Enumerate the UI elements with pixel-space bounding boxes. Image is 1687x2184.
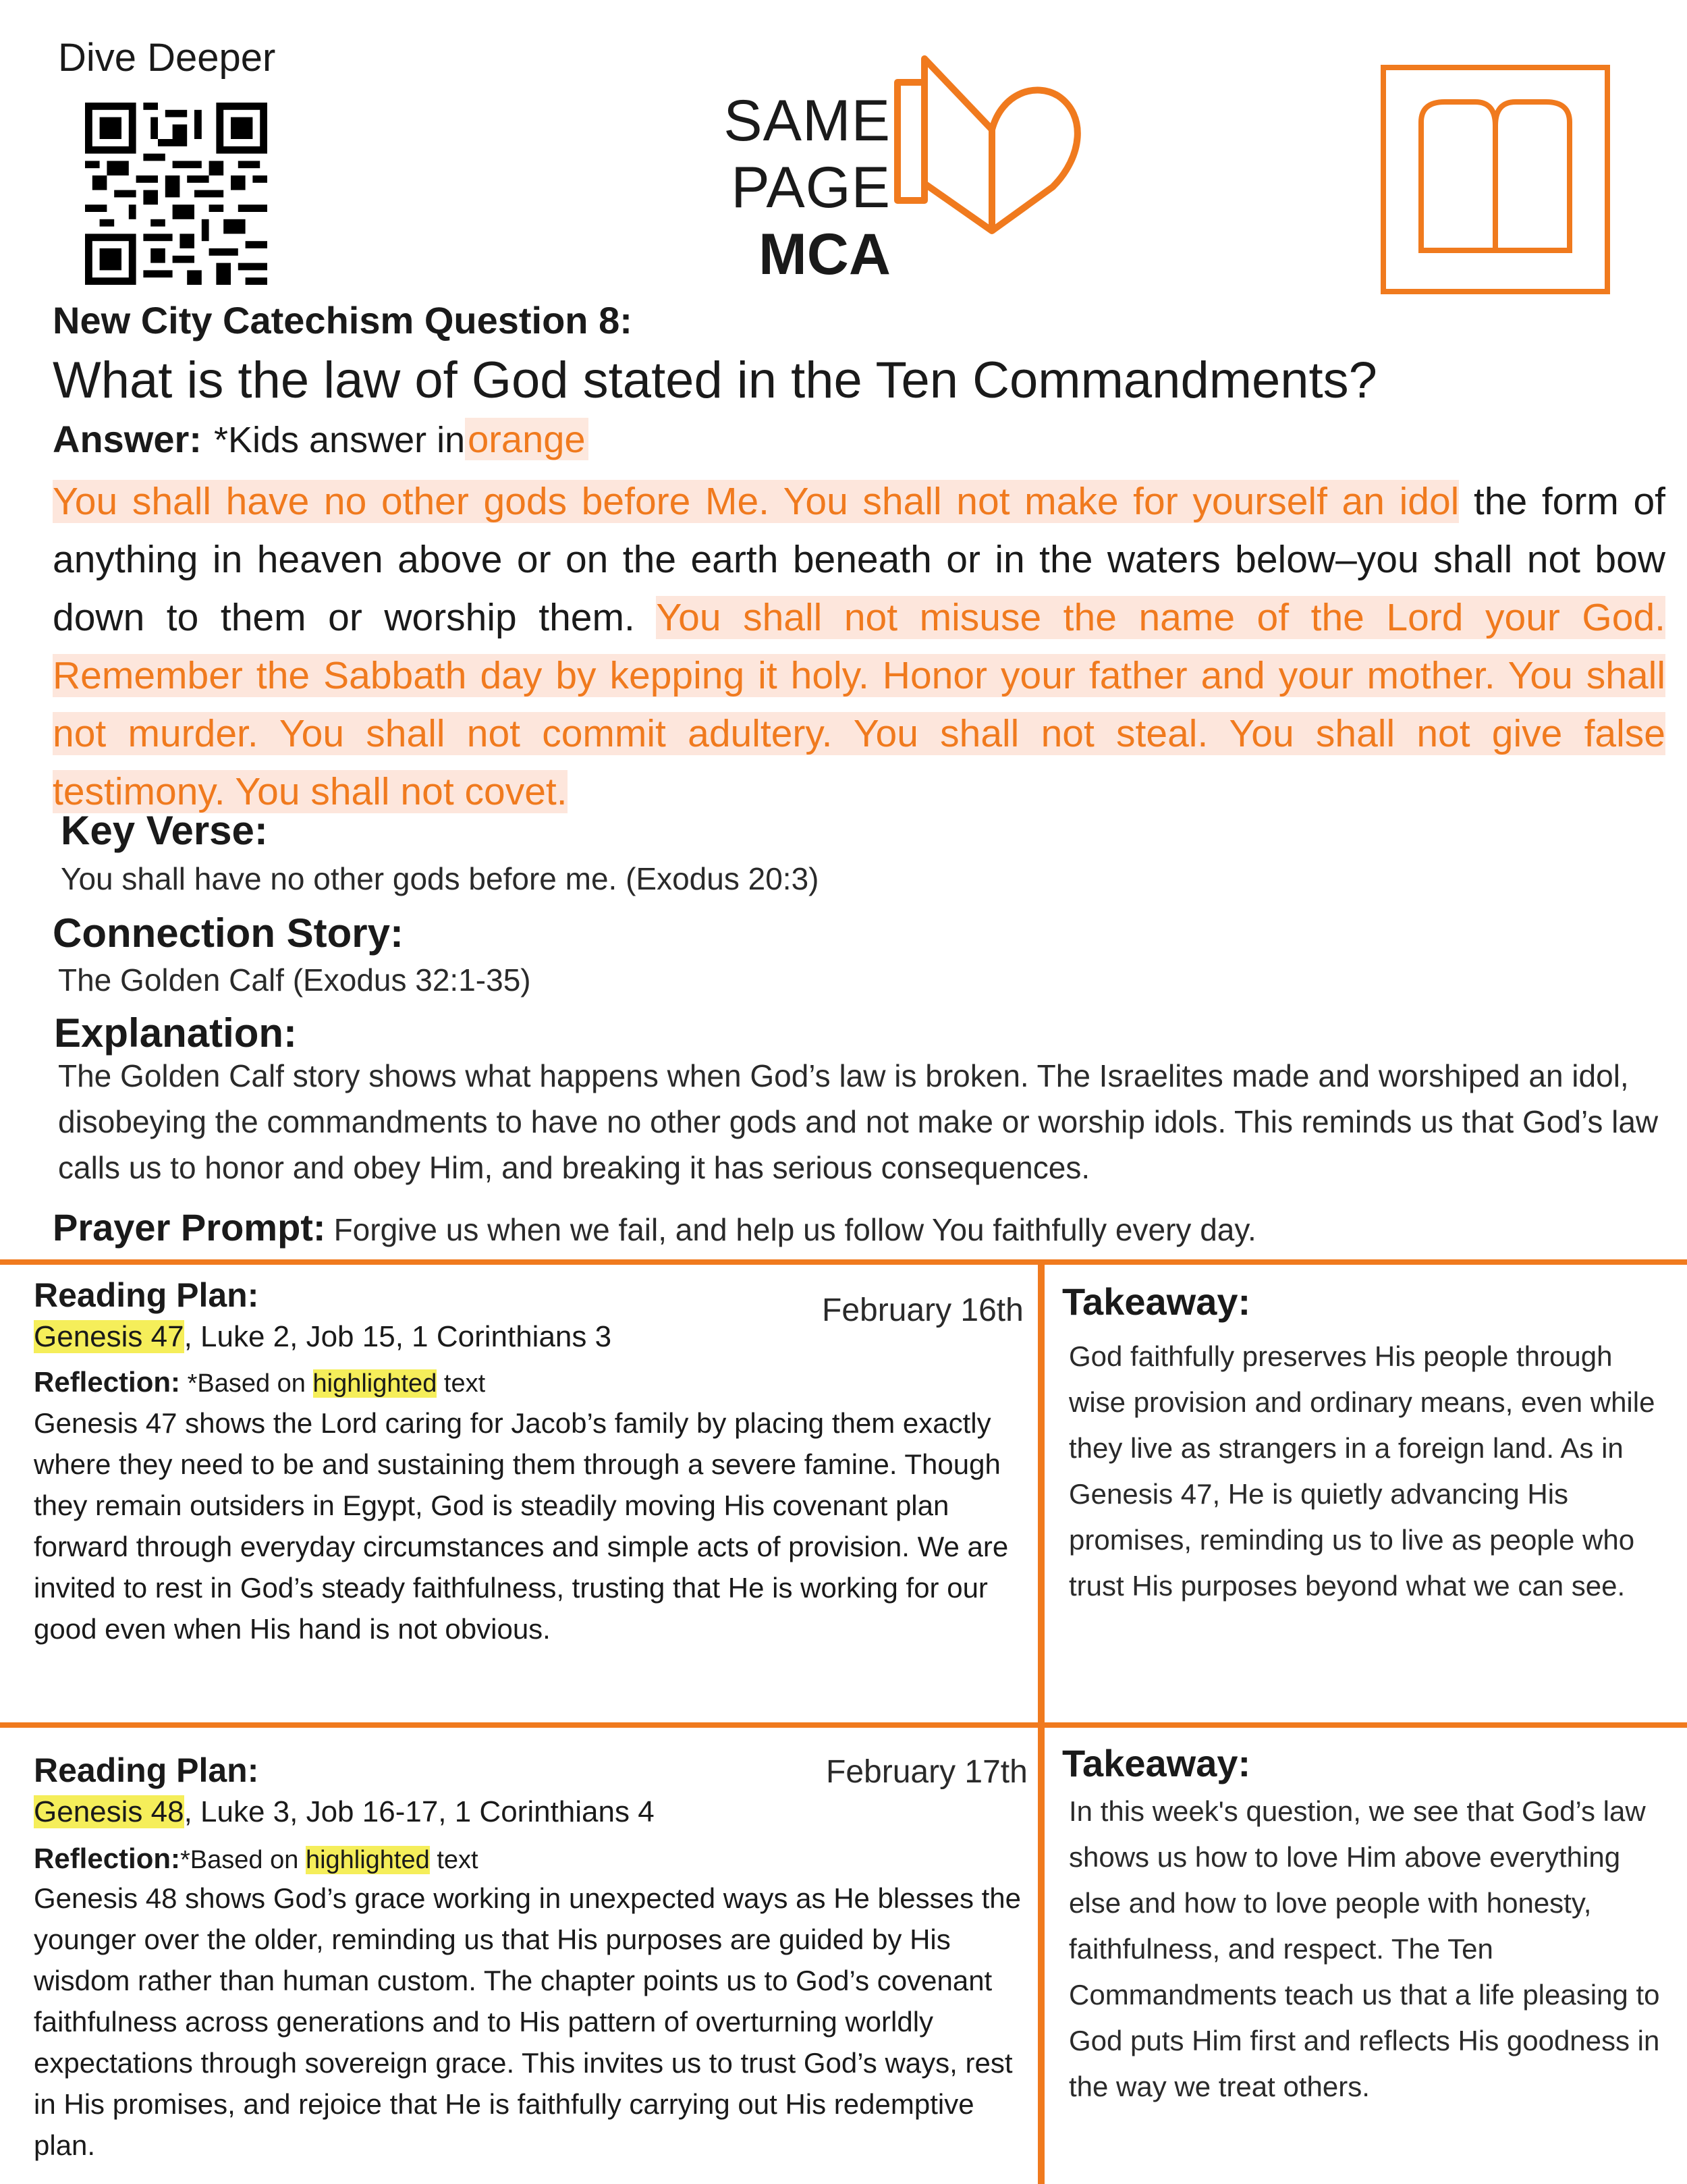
logo-line1: SAME PAGE — [723, 88, 891, 220]
answer-kids-segment-2: You shall not misuse the name of the Lord your God. Remember the Sabbath day by kepping it holy. Honor your father and your mother. You shall not murder. You shall not commit adultery. You shall not steal. You shall not give false testimony. You shall not covet. — [53, 596, 1665, 813]
question-text: What is the law of God stated in the Ten Commandments? — [53, 352, 1377, 409]
answer-text — [53, 472, 1665, 821]
divider-vertical — [1038, 1259, 1045, 2184]
takeaway-text: God faithfully preserves His people through wise provision and ordinary means, even while they live as strangers in a foreign land. As in Genesis 47, He is quietly advancing His promises, reminding us to live as people who trust His purposes beyond what we can see. — [1069, 1340, 1655, 1602]
qr-code[interactable] — [85, 103, 267, 285]
reflection-label: Reflection: — [34, 1842, 181, 1874]
reflection-note-end: text — [437, 1369, 486, 1398]
explanation-text: The Golden Calf story shows what happens when God’s law is broken. The Israelites made and worshiped an idol, disobeying the commandments to have no other gods and not make or worship idols. This reminds us that God’s law calls us to honor and obey Him, and breaking it has serious consequences. — [58, 1058, 1659, 1185]
answer-kids-segment-1: You shall have no other gods before Me. You shall not make for yourself an idol — [53, 480, 1460, 523]
key-verse-label: Key Verse: — [61, 808, 268, 853]
divider-middle — [0, 1722, 1687, 1728]
dive-deeper-label: Dive Deeper — [58, 36, 276, 80]
open-book-icon — [1381, 65, 1610, 294]
reflection-label: Reflection: — [34, 1366, 181, 1398]
reading-plan-label: Reading Plan: — [34, 1751, 259, 1789]
reading-plan-label: Reading Plan: — [34, 1276, 259, 1314]
prayer-prompt — [53, 1205, 1256, 1253]
takeaway-text: In this week's question, we see that God’s law shows us how to love Him above everything else and how to love people with honesty, faithfulness, and respect. The Ten Commandments teach us that a life pleasing to God puts Him first and reflects His goodness in the way we treat others. — [1069, 1795, 1660, 2102]
question-label: New City Catechism Question 8: — [53, 299, 632, 342]
connection-story-text: The Golden Calf (Exodus 32:1-35) — [58, 962, 531, 998]
divider-top — [0, 1259, 1687, 1265]
reflection-note-highlight: highlighted — [305, 1846, 430, 1874]
reading-plan-date: February 16th — [822, 1292, 1024, 1328]
logo-text — [594, 88, 891, 288]
reflection-text: Genesis 47 shows the Lord caring for Jacob’s family by placing them exactly where they need to be and sustaining them through a severe famine. Though they remain outsiders in Egypt, God is steadily moving His covenant plan forward through everyday circumstances and simple acts of provision. We are invited to rest in God’s steady faithfulness, trusting that He is working for our good even when His hand is not obvious. — [34, 1407, 1009, 1645]
prayer-text: Forgive us when we fail, and help us follow You faithfully every day. — [333, 1212, 1256, 1247]
other-references: , Luke 3, Job 16-17, 1 Corinthians 4 — [184, 1795, 655, 1828]
prayer-label: Prayer Prompt: — [53, 1206, 326, 1249]
answer-adult-segment: the form of anything in heaven above or on the earth beneath or in the waters below–you shall not bow down to them or worship them. — [53, 480, 1665, 639]
highlighted-reference: Genesis 48 — [34, 1795, 184, 1828]
answer-row — [53, 417, 588, 461]
key-verse-text: You shall have no other gods before me. (Exodus 20:3) — [61, 861, 819, 896]
answer-note: *Kids answer in — [213, 420, 466, 460]
reflection-heading — [34, 1842, 478, 1875]
explanation-label: Explanation: — [54, 1010, 298, 1056]
answer-note-color-word: orange — [465, 418, 588, 460]
takeaway-label: Takeaway: — [1062, 1742, 1251, 1784]
answer-label: Answer: — [53, 418, 202, 460]
reflection-note: *Based on — [187, 1369, 313, 1398]
book-heart-icon — [891, 55, 1093, 238]
logo-line2: MCA — [758, 221, 891, 287]
highlighted-reference: Genesis 47 — [34, 1320, 184, 1353]
reflection-note-end: text — [429, 1846, 478, 1874]
reading-plan-refs — [34, 1795, 655, 1829]
reading-plan-refs — [34, 1320, 611, 1354]
reflection-note: *Based on — [180, 1846, 306, 1874]
reading-plan-date: February 17th — [826, 1754, 1028, 1790]
other-references: , Luke 2, Job 15, 1 Corinthians 3 — [184, 1320, 612, 1353]
reflection-text: Genesis 48 shows God’s grace working in unexpected ways as He blesses the younger over the older, reminding us that His purposes are guided by His wisdom rather than human custom. The chapter points us to God’s covenant faithfulness across generations and to His pattern of overturning worldly expectations through sovereign grace. This invites us to trust God’s ways, rest in His promises, and rejoice that He is faithfully carrying out His redemptive plan. — [34, 1882, 1022, 2161]
reflection-heading — [34, 1366, 485, 1398]
connection-story-label: Connection Story: — [53, 910, 404, 956]
reflection-note-highlight: highlighted — [312, 1369, 437, 1398]
takeaway-label: Takeaway: — [1062, 1280, 1251, 1323]
